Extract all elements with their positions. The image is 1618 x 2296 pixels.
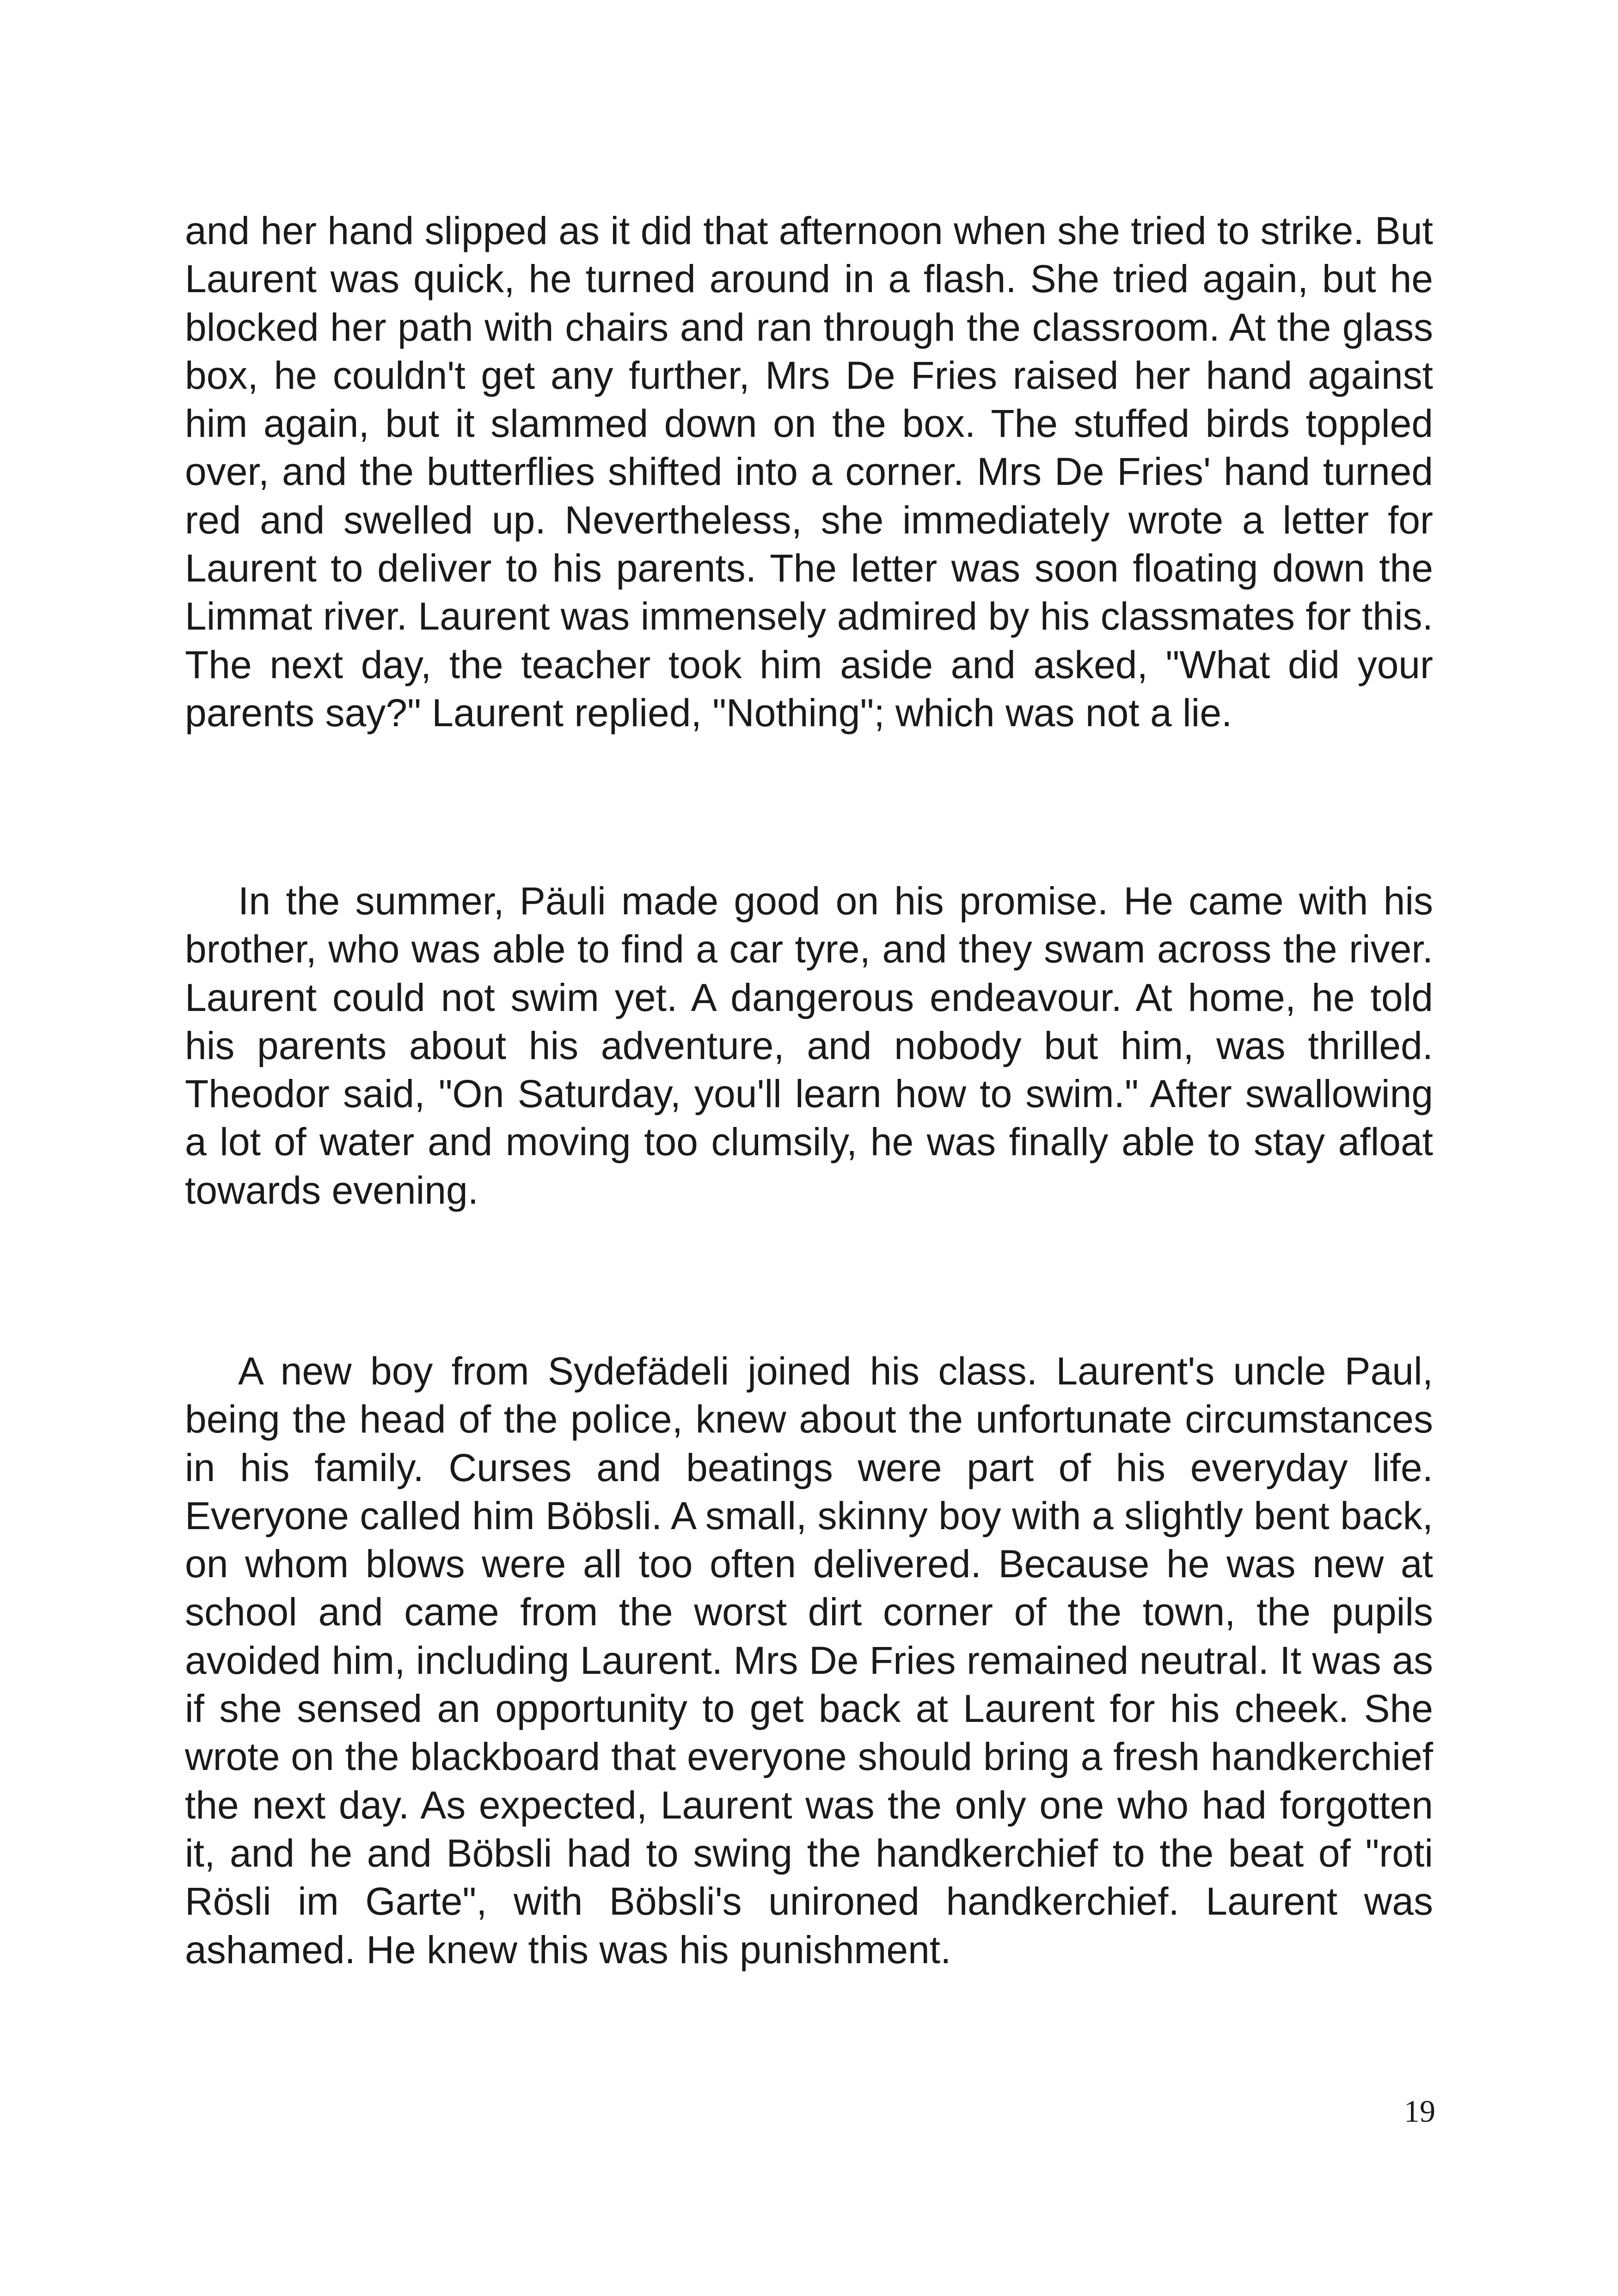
paragraph-2 xyxy=(185,877,1433,1214)
paragraph-text: In the summer, Päuli made good on his promise. He came with his brother, who was able to find a car tyre, and they swam across the river. Laurent could not swim yet. A dangerous endeavour. At home, he told his parents about his adventure, and nobody but him, was thrilled. Theodor said, "On Saturday, you'll learn how to swim." After swallowing a lot of water and moving too clumsily, he was finally able to stay afloat towards evening. xyxy=(185,879,1433,1212)
page-number: 19 xyxy=(1404,2094,1435,2129)
paragraph-1 xyxy=(185,207,1433,737)
paragraph-text: and her hand slipped as it did that afternoon when she tried to strike. But Laurent was quick, he turned around in a flash. She tried again, but he blocked her path with chairs and ran through the classroom. At the glass box, he couldn't get any further, Mrs De Fries raised her hand against him again, but it slammed down on the box. The stuffed birds toppled over, and the butterflies shifted into a corner. Mrs De Fries' hand turned red and swelled up. Nevertheless, she immediately wrote a letter for Laurent to deliver to his parents. The letter was soon floating down the Limmat river. Laurent was immensely admired by his classmates for this. The next day, the teacher took him aside and asked, "What did your parents say?" Laurent replied, "Nothing"; which was not a lie. xyxy=(185,209,1433,735)
paragraph-text: A new boy from Sydefädeli joined his class. Laurent's uncle Paul, being the head of the police, knew about the unfortunate circumstances in his family. Curses and beatings were part of his everyday life. Everyone called him Böbsli. A small, skinny boy with a slightly bent back, on whom blows were all too often delivered. Because he was new at school and came from the worst dirt corner of the town, the pupils avoided him, including Laurent. Mrs De Fries remained neutral. It was as if she sensed an opportunity to get back at Laurent for his cheek. She wrote on the blackboard that everyone should bring a fresh handkerchief the next day. As expected, Laurent was the only one who had forgotten it, and he and Böbsli had to swing the handkerchief to the beat of "roti Rösli im Garte", with Böbsli's unironed handkerchief. Laurent was ashamed. He knew this was his punishment. xyxy=(185,1349,1433,1971)
paragraph-3 xyxy=(185,1347,1433,1974)
